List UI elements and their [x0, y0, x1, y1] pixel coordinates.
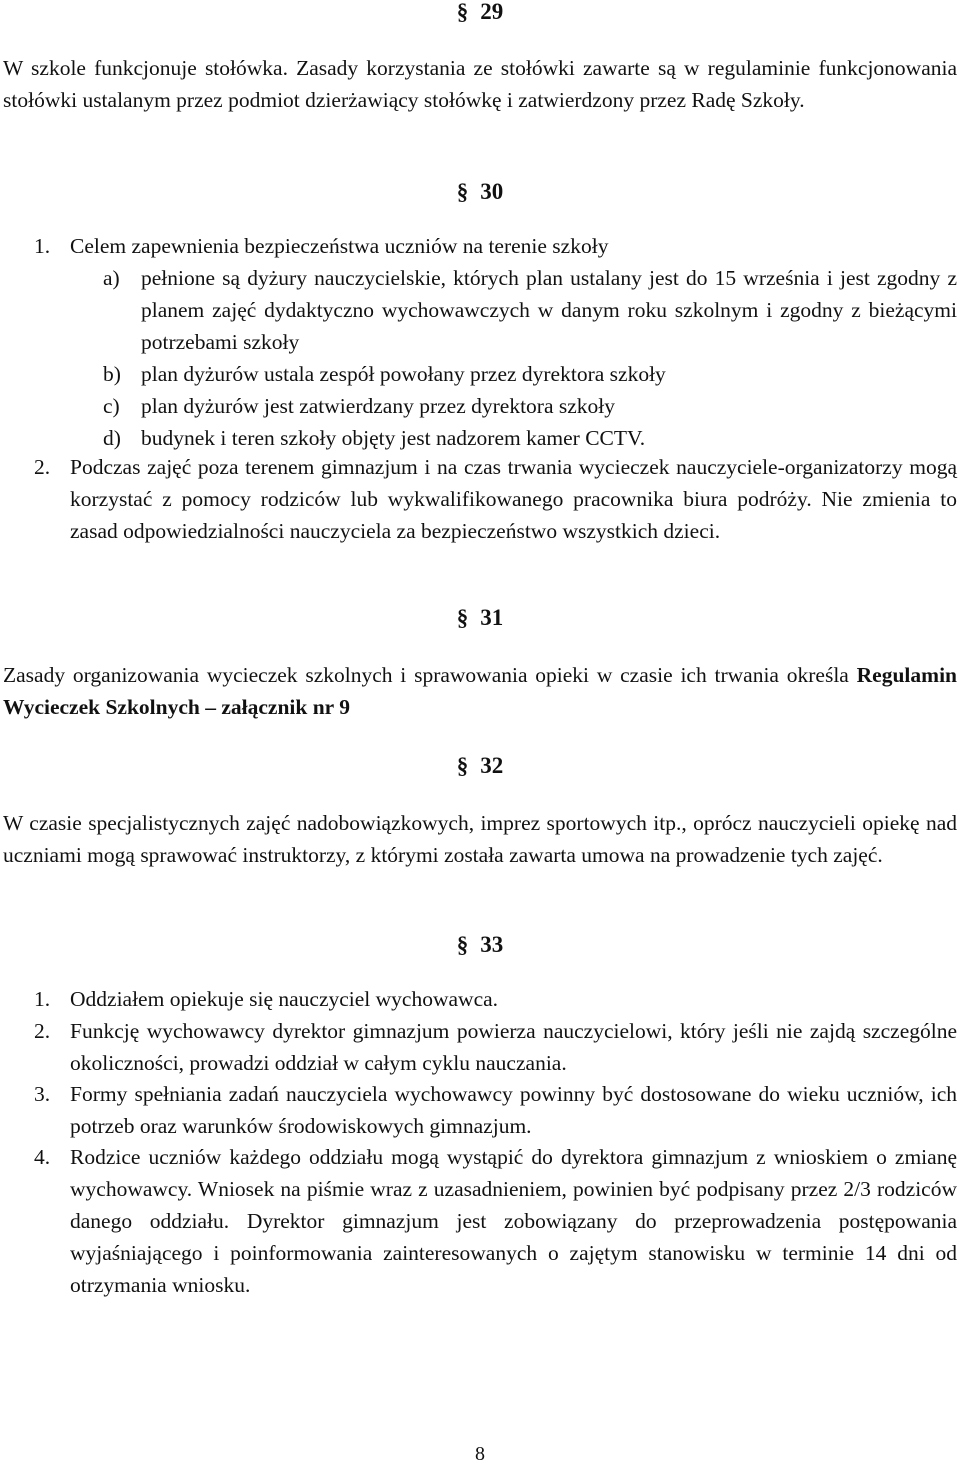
section-number: 33	[480, 932, 504, 957]
section-symbol: §	[456, 605, 469, 630]
list-item	[0, 1078, 957, 1142]
sub-list-item	[103, 390, 957, 422]
section-symbol: §	[456, 0, 469, 24]
sub-item-text: plan dyżurów ustala zespół powołany przez dyrektora szkoły	[141, 362, 666, 386]
sub-item-letter: d)	[103, 426, 121, 450]
list-item	[0, 230, 957, 262]
section-heading-29	[0, 0, 960, 28]
sub-list-item	[103, 358, 957, 390]
list-item-number: 1.	[34, 987, 51, 1011]
sub-item-letter: b)	[103, 362, 121, 386]
list-item-text: Celem zapewnienia bezpieczeństwa uczniów na terenie szkoły	[70, 234, 609, 258]
sub-list-item	[103, 422, 957, 454]
list-item-text: Podczas zajęć poza terenem gimnazjum i na czas trwania wycieczek nauczyciele-organizatorzy mogą korzystać z pomocy rodziców lub wykwalifikowanego pracownika biura podróży. Nie zmienia to zasad odpowiedzialności nauczyciela za bezpieczeństwo wszystkich dzieci.	[70, 455, 957, 543]
list-item-number: 3.	[34, 1082, 51, 1106]
sub-item-text: plan dyżurów jest zatwierdzany przez dyrektora szkoły	[141, 394, 615, 418]
sub-list-item	[103, 262, 957, 358]
list-item-number: 4.	[34, 1145, 51, 1169]
section-heading-32	[0, 750, 960, 782]
list-item-text: Rodzice uczniów każdego oddziału mogą wystąpić do dyrektora gimnazjum z wnioskiem o zmianę wychowawcy. Wniosek na piśmie wraz z uzasadnieniem, powinien być podpisany przez 2/3 rodziców danego oddziału. Dyrektor gimnazjum jest zobowiązany do przeprowadzenia postępowania wyjaśniającego i poinformowania zainteresowanych o zajętym stanowisku w terminie 14 dni od otrzymania wniosku.	[70, 1145, 957, 1297]
list-item-text: Funkcję wychowawcy dyrektor gimnazjum powierza nauczycielowi, który jeśli nie zajdą szczególne okoliczności, prowadzi oddział w całym cyklu nauczania.	[70, 1019, 957, 1075]
list-item	[0, 1015, 957, 1079]
section-heading-33	[0, 929, 960, 961]
section-32-text: W czasie specjalistycznych zajęć nadobowiązkowych, imprez sportowych itp., oprócz nauczycieli opiekę nad uczniami mogą sprawować instruktorzy, z którymi została zawarta umowa na prowadzenie tych zajęć.	[3, 811, 957, 867]
section-29-text: W szkole funkcjonuje stołówka. Zasady korzystania ze stołówki zawarte są w regulaminie funkcjonowania stołówki ustalanym przez podmiot dzierżawiący stołówkę i zatwierdzony przez Radę Szkoły.	[3, 56, 957, 112]
list-item-text: Formy spełniania zadań nauczyciela wychowawcy powinny być dostosowane do wieku uczniów, ich potrzeb oraz warunków środowiskowych gimnazjum.	[70, 1082, 957, 1138]
page-number: 8	[475, 1443, 485, 1465]
section-number: 32	[480, 753, 504, 778]
list-item	[0, 1141, 957, 1301]
section-31-text-plain: Zasady organizowania wycieczek szkolnych i sprawowania opieki w czasie ich trwania określa	[3, 663, 857, 687]
section-31-text	[3, 659, 957, 723]
section-symbol: §	[456, 753, 469, 778]
attachment-reference: Regulamin Wycieczek Szkolnych – załącznik nr 9	[3, 663, 957, 719]
section-number: 30	[480, 179, 504, 204]
list-item-text: Oddziałem opiekuje się nauczyciel wychowawca.	[70, 987, 499, 1011]
sub-item-letter: a)	[103, 266, 120, 290]
list-item-number: 1.	[34, 234, 51, 258]
sub-item-text: budynek i teren szkoły objęty jest nadzorem kamer CCTV.	[141, 426, 646, 450]
list-item-number: 2.	[34, 455, 51, 479]
list-item-number: 2.	[34, 1019, 51, 1043]
section-symbol: §	[456, 179, 469, 204]
list-item	[0, 451, 957, 547]
sub-item-letter: c)	[103, 394, 120, 418]
section-number: 31	[480, 605, 504, 630]
section-heading-30	[0, 176, 960, 208]
section-heading-31	[0, 602, 960, 634]
section-number: 29	[480, 0, 504, 24]
section-symbol: §	[456, 932, 469, 957]
sub-item-text: pełnione są dyżury nauczycielskie, których plan ustalany jest do 15 września i jest zgodny z planem zajęć dydaktyczno wychowawczych w danym roku szkolnym i zgodny z bieżącymi potrzebami szkoły	[141, 266, 957, 354]
list-item	[0, 983, 957, 1015]
